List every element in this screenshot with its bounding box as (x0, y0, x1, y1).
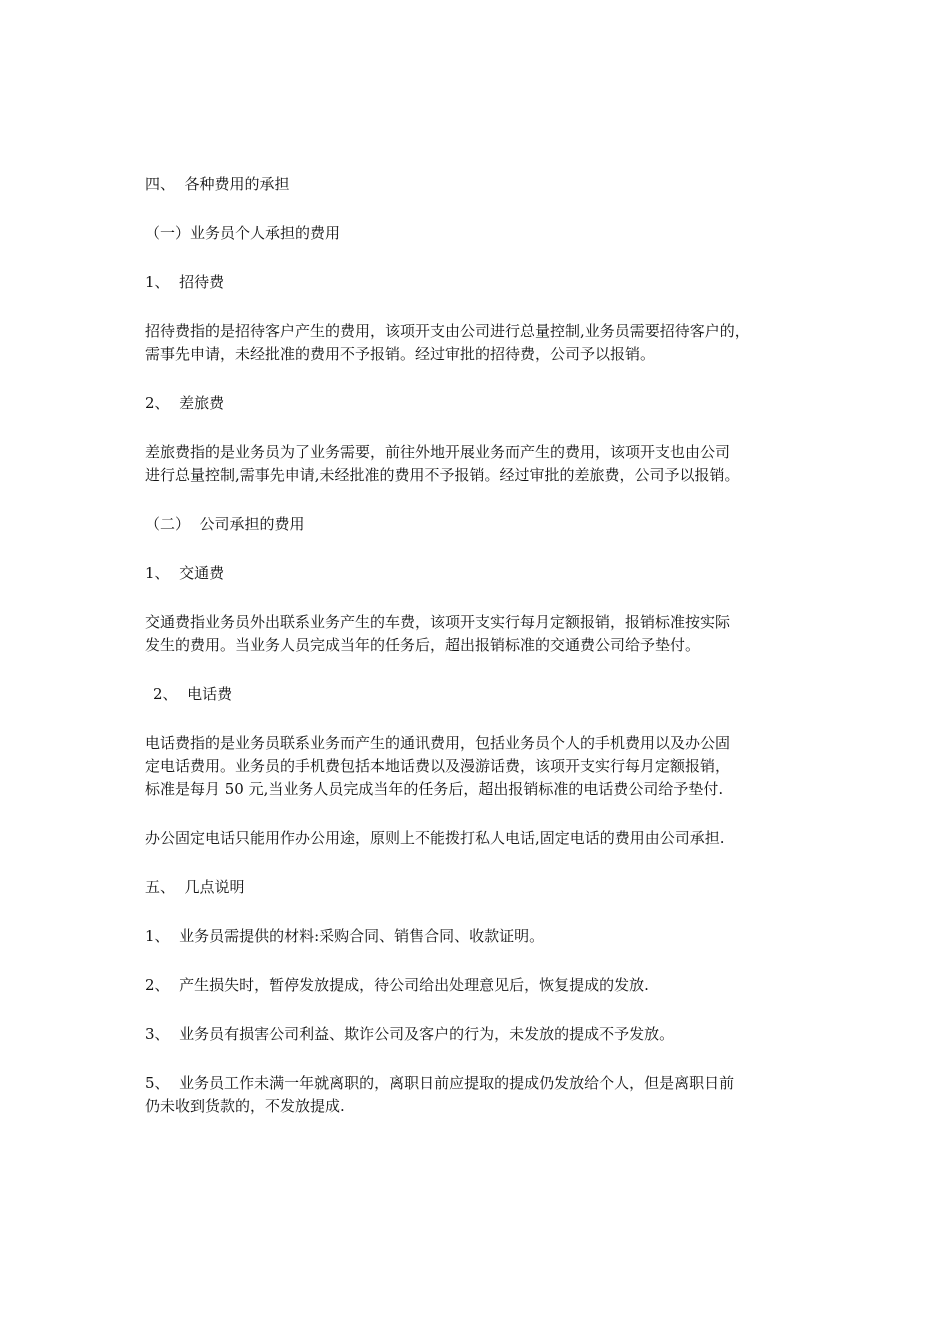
subsection-4-1-heading: （一）业务员个人承担的费用 (145, 224, 341, 242)
transport-line-2: 发生的费用。当业务人员完成当年的任务后，超出报销标准的交通费公司给予垫付。 (145, 636, 701, 654)
document-page (145, 173, 825, 1118)
travel-line-1: 差旅费指的是业务员为了业务需要，前往外地开展业务而产生的费用，该项开支也由公司 (145, 443, 731, 461)
entertainment-line-1: 招待费指的是招待客户产生的费用，该项开支由公司进行总量控制,业务员需要招待客户的， (145, 322, 750, 340)
transport-line-1: 交通费指业务员外出联系业务产生的车费，该项开支实行每月定额报销，报销标准按实际 (145, 613, 731, 631)
subsection-4-2-heading: （二） 公司承担的费用 (145, 515, 305, 533)
phone-line-1: 电话费指的是业务员联系业务而产生的通讯费用，包括业务员个人的手机费用以及办公固 (145, 734, 731, 752)
item-phone-heading: 2、 电话费 (153, 685, 233, 703)
note-item-1: 1、 业务员需提供的材料:采购合同、销售合同、收款证明。 (145, 927, 545, 945)
transport-paragraph (145, 611, 825, 657)
note-item-5-line-2: 仍未收到货款的，不发放提成. (145, 1097, 345, 1115)
item-travel-heading: 2、 差旅费 (145, 394, 225, 412)
phone-line-3: 标准是每月 50 元,当业务人员完成当年的任务后，超出报销标准的电话费公司给予垫付. (145, 780, 724, 798)
entertainment-line-2: 需事先申请，未经批准的费用不予报销。经过审批的招待费，公司予以报销。 (145, 345, 656, 363)
section-4-heading: 四、 各种费用的承担 (145, 175, 290, 193)
phone-line-2: 定电话费用。业务员的手机费包括本地话费以及漫游话费，该项开支实行每月定额报销， (145, 757, 731, 775)
item-entertainment-heading: 1、 招待费 (145, 273, 225, 291)
office-phone-paragraph: 办公固定电话只能用作办公用途，原则上不能拨打私人电话,固定电话的费用由公司承担. (145, 829, 725, 847)
travel-paragraph (145, 441, 825, 487)
note-item-5 (145, 1072, 825, 1118)
item-transport-heading: 1、 交通费 (145, 564, 225, 582)
note-item-3: 3、 业务员有损害公司利益、欺诈公司及客户的行为，未发放的提成不予发放。 (145, 1025, 675, 1043)
entertainment-paragraph (145, 320, 825, 366)
travel-line-2: 进行总量控制,需事先申请,未经批准的费用不予报销。经过审批的差旅费，公司予以报销。 (145, 466, 740, 484)
section-5-heading: 五、 几点说明 (145, 878, 245, 896)
note-item-5-line-1: 5、 业务员工作未满一年就离职的，离职日前应提取的提成仍发放给个人，但是离职日前 (145, 1074, 735, 1092)
phone-paragraph (145, 732, 825, 801)
note-item-2: 2、 产生损失时，暂停发放提成，待公司给出处理意见后，恢复提成的发放. (145, 976, 649, 994)
